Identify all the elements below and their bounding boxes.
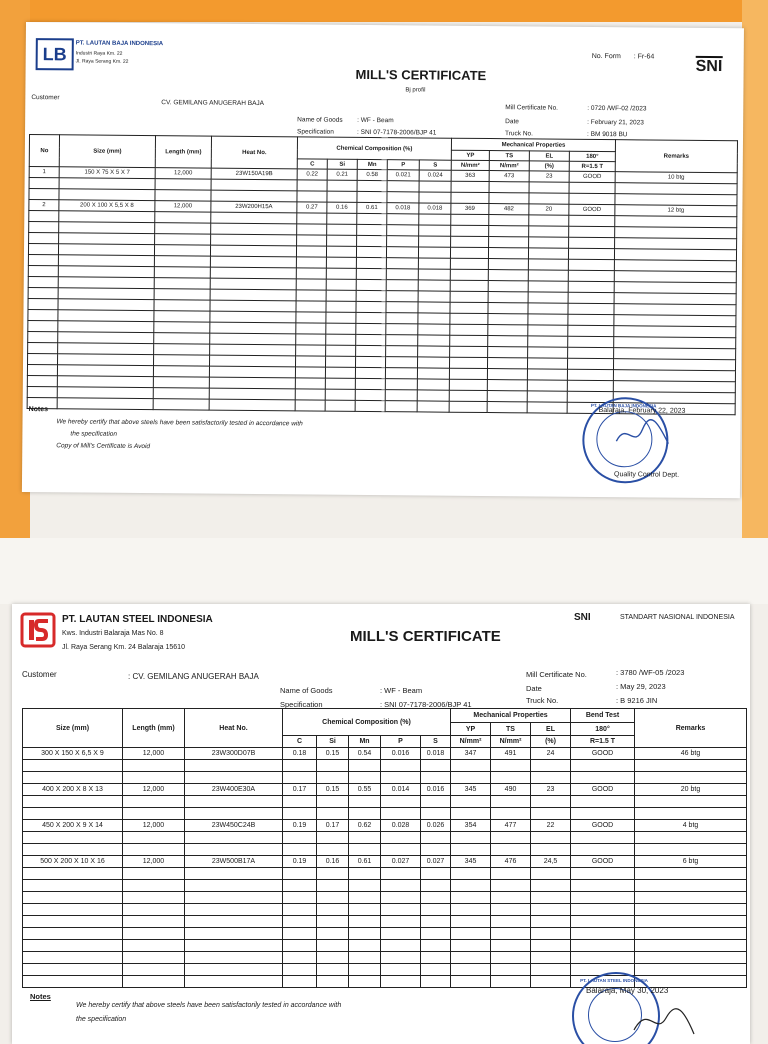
col-mn: Mn — [357, 159, 387, 169]
empty-row — [23, 868, 747, 880]
empty-row — [23, 832, 747, 844]
notes-title: Notes — [28, 406, 49, 414]
cell-mn: 0.62 — [349, 820, 381, 832]
certificate-1-rows — [27, 167, 737, 415]
cell-remarks: 6 btg — [635, 856, 747, 868]
background-top-band — [0, 0, 768, 22]
col-no: No — [29, 135, 59, 167]
table-row — [23, 748, 747, 760]
cell-si: 0.16 — [317, 856, 349, 868]
col-size: Size (mm) — [59, 135, 155, 168]
company-address-2: Jl. Raya Serang Km. 24 Balaraja 15610 — [62, 644, 185, 651]
col-yp: YP — [451, 150, 489, 160]
certificate-1-table — [27, 134, 738, 415]
cell-s: 0.024 — [419, 170, 451, 181]
date-value: : February 21, 2023 — [587, 118, 644, 127]
cell-heat: 23W400E30A — [185, 784, 283, 796]
cell-mn: 0.61 — [349, 856, 381, 868]
col-el: EL — [529, 151, 569, 161]
table-row — [23, 856, 747, 868]
col-chem: Chemical Composition (%) — [297, 137, 451, 160]
cell-mn: 0.54 — [349, 748, 381, 760]
date-label: Date — [526, 684, 542, 693]
col-mech: Mechanical Properties — [451, 138, 615, 151]
col-length: Length (mm) — [123, 709, 185, 748]
cell-c: 0.17 — [283, 784, 317, 796]
cell-heat: 23W500B17A — [185, 856, 283, 868]
goods-value: : WF - Beam — [380, 686, 423, 695]
cell-c: 0.19 — [283, 856, 317, 868]
cell-yp: 354 — [451, 820, 491, 832]
certificate-title: MILL'S CERTIFICATE — [355, 66, 487, 84]
col-el: EL — [531, 723, 571, 736]
cell-length: 12,000 — [123, 748, 185, 760]
cell-heat: 23W150A19B — [211, 168, 297, 180]
cell-bend: GOOD — [571, 784, 635, 796]
cell-el: 23 — [531, 784, 571, 796]
empty-row — [23, 916, 747, 928]
col-bend: 180° — [569, 151, 615, 161]
cell-no: 2 — [29, 200, 59, 211]
cell-si: 0.15 — [317, 748, 349, 760]
spec-value: : SNI 07-7178-2006/BJP 41 — [380, 700, 472, 709]
stamp-text: PT. LAUTAN STEEL INDONESIA — [580, 978, 648, 983]
spec-label: Specification — [280, 700, 323, 709]
cell-ts: 482 — [489, 204, 529, 215]
company-logo — [20, 612, 56, 648]
background-right-band — [742, 0, 768, 540]
cell-p: 0.016 — [381, 748, 421, 760]
customer-value: CV. GEMILANG ANUGERAH BAJA — [161, 99, 265, 108]
cell-mn: 0.58 — [357, 169, 387, 180]
cell-size: 450 X 200 X 9 X 14 — [23, 820, 123, 832]
cell-mn: 0.61 — [357, 202, 387, 213]
cell-p: 0.014 — [381, 784, 421, 796]
cell-size: 300 X 150 X 6,5 X 9 — [23, 748, 123, 760]
company-address-1: Industri Raya Km. 22 — [75, 50, 123, 57]
note-certify-cont: the specification — [76, 1016, 127, 1023]
cell-size: 500 X 200 X 10 X 16 — [23, 856, 123, 868]
empty-row — [23, 940, 747, 952]
cell-s: 0.018 — [421, 748, 451, 760]
certificate-subtitle: Bj profil — [405, 87, 426, 94]
goods-label: Name of Goods — [297, 116, 343, 124]
col-s: S — [419, 160, 451, 170]
stamp-text: PT. LAUTAN BAJA INDONESIA — [590, 402, 657, 409]
unit-bend: R=1.5 T — [569, 161, 615, 171]
cell-ts: 490 — [491, 784, 531, 796]
company-name: PT. LAUTAN BAJA INDONESIA — [75, 40, 164, 48]
col-c: C — [297, 159, 327, 169]
cell-remarks: 20 btg — [635, 784, 747, 796]
background-gap — [0, 538, 768, 604]
note-certify-cont: the specification — [70, 430, 118, 438]
company-address-1: Kws. Industri Balaraja Mas No. 8 — [62, 630, 164, 637]
customer-label: Customer — [22, 670, 57, 679]
certificate-2-table — [22, 708, 747, 988]
cell-yp: 369 — [451, 203, 489, 214]
cell-length: 12,000 — [123, 820, 185, 832]
empty-row — [23, 760, 747, 772]
cell-s: 0.026 — [421, 820, 451, 832]
cell-heat: 23W200H15A — [211, 201, 297, 213]
col-yp: YP — [451, 723, 491, 736]
cell-c: 0.22 — [297, 169, 327, 180]
cell-bend: GOOD — [571, 820, 635, 832]
unit-yp: N/mm² — [451, 736, 491, 748]
empty-row — [23, 904, 747, 916]
cell-ts: 473 — [489, 171, 529, 182]
col-p: P — [381, 736, 421, 748]
cell-bend: GOOD — [569, 171, 615, 182]
col-c: C — [283, 736, 317, 748]
cell-s: 0.018 — [419, 203, 451, 214]
cell-length: 12,000 — [155, 201, 211, 212]
unit-yp: N/mm² — [451, 160, 489, 170]
date-label: Date — [505, 118, 519, 126]
cert-no-label: Mill Certificate No. — [526, 670, 587, 679]
notes-title: Notes — [30, 992, 51, 1001]
cell-yp: 363 — [451, 170, 489, 181]
cell-ts: 476 — [491, 856, 531, 868]
truck-label: Truck No. — [526, 696, 559, 705]
truck-value: : B 9216 JIN — [616, 696, 658, 705]
note-certify: We hereby certify that above steels have been satisfactorily tested in accordance with — [56, 418, 303, 428]
cell-remarks: 46 btg — [635, 748, 747, 760]
unit-el: (%) — [529, 161, 569, 171]
cell-size: 400 X 200 X 8 X 13 — [23, 784, 123, 796]
empty-row — [23, 964, 747, 976]
date-value: : May 29, 2023 — [616, 682, 666, 691]
cell-el: 22 — [531, 820, 571, 832]
col-heat: Heat No. — [185, 709, 283, 748]
unit-ts: N/mm² — [489, 161, 529, 171]
col-ts: TS — [489, 151, 529, 161]
cell-p: 0.028 — [381, 820, 421, 832]
cell-heat: 23W450C24B — [185, 820, 283, 832]
col-p: P — [387, 160, 419, 170]
form-number: : Fr-64 — [633, 53, 655, 61]
cert-no-label: Mill Certificate No. — [505, 104, 559, 112]
cell-si: 0.15 — [317, 784, 349, 796]
cell-si: 0.21 — [327, 169, 357, 180]
company-address-2: Jl. Raya Serang Km. 22 — [75, 58, 129, 65]
cell-no: 1 — [29, 167, 59, 178]
truck-value: : BM 9018 BU — [587, 130, 628, 139]
cell-el: 20 — [529, 204, 569, 215]
form-number-label: No. Form — [591, 52, 621, 61]
col-ts: TS — [491, 723, 531, 736]
col-bend-test: Bend Test — [571, 709, 635, 723]
certificate-2-rows — [23, 748, 747, 988]
table-row — [23, 820, 747, 832]
signature — [632, 1000, 696, 1040]
empty-row — [23, 880, 747, 892]
customer-value: : CV. GEMILANG ANUGERAH BAJA — [128, 672, 259, 681]
spec-label: Specification — [297, 128, 334, 136]
cell-size: 200 X 100 X 5,5 X 8 — [59, 200, 155, 212]
truck-label: Truck No. — [505, 130, 534, 138]
cell-length: 12,000 — [123, 784, 185, 796]
spec-value: : SNI 07-7178-2006/BJP 41 — [357, 128, 437, 137]
cell-si: 0.16 — [327, 202, 357, 213]
sni-full: STANDART NASIONAL INDONESIA — [620, 614, 735, 621]
unit-ts: N/mm² — [491, 736, 531, 748]
cell-p: 0.027 — [381, 856, 421, 868]
sign-date: Balaraja, May 30, 2023 — [586, 986, 669, 995]
sni-mark: SNI — [574, 612, 591, 623]
cell-length: 12,000 — [155, 168, 211, 179]
cert-no-value: : 3780 /WF-05 /2023 — [616, 668, 685, 677]
note-certify: We hereby certify that above steels have been satisfactorily tested in accordance with — [76, 1002, 342, 1009]
signature — [612, 415, 672, 456]
certificate-1 — [22, 22, 744, 498]
col-size: Size (mm) — [23, 709, 123, 748]
cell-length: 12,000 — [123, 856, 185, 868]
col-mech: Mechanical Properties — [451, 709, 571, 723]
empty-row — [23, 796, 747, 808]
cell-yp: 347 — [451, 748, 491, 760]
col-remarks: Remarks — [615, 140, 737, 173]
col-s: S — [421, 736, 451, 748]
col-heat: Heat No. — [211, 136, 297, 169]
empty-row — [23, 892, 747, 904]
cell-ts: 477 — [491, 820, 531, 832]
cell-yp: 345 — [451, 856, 491, 868]
cell-el: 24 — [531, 748, 571, 760]
empty-row — [23, 928, 747, 940]
qc-dept: Quality Control Dept. — [614, 471, 680, 479]
cell-el: 23 — [529, 171, 569, 182]
table-row — [23, 784, 747, 796]
empty-row — [23, 772, 747, 784]
col-mn: Mn — [349, 736, 381, 748]
empty-row — [23, 844, 747, 856]
sign-date: Balaraja, February 22, 2023 — [598, 407, 686, 415]
cell-s: 0.016 — [421, 784, 451, 796]
cell-heat: 23W300D07B — [185, 748, 283, 760]
empty-row — [23, 952, 747, 964]
cell-size: 150 X 75 X 5 X 7 — [59, 167, 155, 179]
cell-ts: 491 — [491, 748, 531, 760]
col-bend: 180° — [571, 723, 635, 736]
cell-p: 0.021 — [387, 170, 419, 181]
unit-el: (%) — [531, 736, 571, 748]
col-remarks: Remarks — [635, 709, 747, 748]
cell-el: 24,5 — [531, 856, 571, 868]
cell-bend: GOOD — [571, 856, 635, 868]
col-length: Length (mm) — [155, 136, 211, 168]
certificate-title: MILL'S CERTIFICATE — [350, 628, 501, 645]
cell-bend: GOOD — [571, 748, 635, 760]
cell-si: 0.17 — [317, 820, 349, 832]
sni-mark: SNI — [695, 57, 723, 76]
col-si: Si — [327, 159, 357, 169]
company-logo: LB — [36, 38, 74, 70]
cell-c: 0.18 — [283, 748, 317, 760]
certificate-2 — [12, 604, 750, 1044]
customer-label: Customer — [31, 94, 60, 102]
cell-remarks: 12 btg — [615, 205, 737, 217]
unit-bend: R=1.5 T — [571, 736, 635, 748]
goods-value: : WF - Beam — [357, 116, 394, 125]
cell-c: 0.27 — [297, 202, 327, 213]
cell-yp: 345 — [451, 784, 491, 796]
company-name: PT. LAUTAN STEEL INDONESIA — [62, 614, 213, 625]
goods-label: Name of Goods — [280, 686, 333, 695]
cell-s: 0.027 — [421, 856, 451, 868]
cell-remarks: 10 btg — [615, 172, 737, 184]
cert-no-value: : 0720 /WF-02 /2023 — [587, 104, 647, 113]
note-copy: Copy of Mill's Certificate is Avoid — [56, 442, 151, 451]
cell-mn: 0.55 — [349, 784, 381, 796]
cell-bend: GOOD — [569, 204, 615, 215]
col-si: Si — [317, 736, 349, 748]
empty-row — [23, 808, 747, 820]
cell-c: 0.19 — [283, 820, 317, 832]
cell-p: 0.018 — [387, 203, 419, 214]
col-chem: Chemical Composition (%) — [283, 709, 451, 736]
cell-remarks: 4 btg — [635, 820, 747, 832]
